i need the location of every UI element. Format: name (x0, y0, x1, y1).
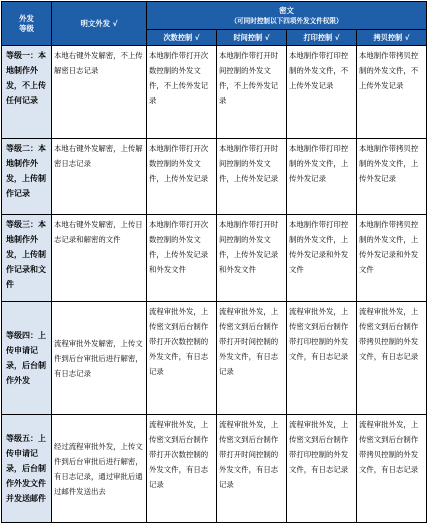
print-cell: 本地制作带打印控制的外发文件，不上传外发记录 (287, 46, 357, 139)
header-plain-outgoing: 明文外发 √ (52, 2, 147, 46)
plain-cell: 流程审批外发解密，上传文件到后台审批后进行解密，有日志记录 (52, 302, 147, 415)
header-count-control: 次数控制 √ (147, 30, 217, 46)
count-cell: 本地制作带打开次数控制的外发文件，不上传外发记录 (147, 46, 217, 139)
header-level: 外发 等级 (2, 2, 52, 46)
outgoing-permission-table-container (1, 1, 426, 522)
copy-cell: 流程审批外发，上传密文到后台制作带拷贝控制的外发文件，有日志记录 (357, 302, 427, 415)
outgoing-permission-table (1, 1, 427, 523)
print-cell: 本地制作带打印控制的外发文件，上传外发记录 (287, 139, 357, 215)
table-row-level-4 (2, 302, 427, 415)
plain-cell: 本地右键外发解密，上传日志记录和解密的文件 (52, 215, 147, 302)
time-cell: 流程审批外发，上传密文到后台制作带打开时间控制的外发文件，有日志记录 (217, 302, 287, 415)
copy-cell: 本地制作带拷贝控制的外发文件，上传外发记录和外发文件 (357, 215, 427, 302)
header-cipher-title: 密文 (279, 5, 294, 15)
copy-cell: 本地制作带拷贝控制的外发文件，上传外发记录 (357, 139, 427, 215)
header-time-control: 时间控制 √ (217, 30, 287, 46)
level-cell: 等级四：上传申请记录，后台制作外发 (2, 302, 52, 415)
level-cell: 等级一：本地制作外发，不上传任何记录 (2, 46, 52, 139)
table-row-level-1 (2, 46, 427, 139)
level-cell: 等级五：上传申请记录，后台制作外发文件并发送邮件 (2, 415, 52, 523)
print-cell: 流程审批外发，上传密文到后台制作带打印控制的外发文件，有日志记录 (287, 302, 357, 415)
copy-cell: 本地制作带拷贝控制的外发文件，不上传外发记录 (357, 46, 427, 139)
header-copy-control: 拷贝控制 √ (357, 30, 427, 46)
count-cell: 流程审批外发，上传密文到后台制作带打开次数控制的外发文件，有日志记录 (147, 302, 217, 415)
header-cipher-group (147, 2, 427, 30)
time-cell: 本地制作带打开时间控制的外发文件，不上传外发记录 (217, 46, 287, 139)
print-cell: 流程审批外发，上传密文到后台制作带打印控制的外发文件，有日志记录 (287, 415, 357, 523)
count-cell: 本地制作带打开次数控制的外发文件，上传外发记录 (147, 139, 217, 215)
print-cell: 本地制作带打印控制的外发文件，上传外发记录和外发文件 (287, 215, 357, 302)
header-print-control: 打印控制 √ (287, 30, 357, 46)
level-cell: 等级二：本地制作外发，上传制作记录 (2, 139, 52, 215)
time-cell: 本地制作带打开时间控制的外发文件，上传外发记录 (217, 139, 287, 215)
plain-cell: 经过流程审批外发，上传文件到后台审批后进行解密，有日志记录，通过审批后通过邮件发送出去 (52, 415, 147, 523)
header-cipher-note: （可同时控制以下四项外发文件权限） (230, 16, 343, 25)
table-row-level-3 (2, 215, 427, 302)
table-row-level-5 (2, 415, 427, 523)
count-cell: 本地制作带打开次数控制的外发文件，上传外发记录和外发文件 (147, 215, 217, 302)
time-cell: 流程审批外发，上传密文到后台制作带打开时间控制的外发文件，有日志记录 (217, 415, 287, 523)
plain-cell: 本地右键外发解密，上传解密日志记录 (52, 139, 147, 215)
copy-cell: 流程审批外发，上传密文到后台制作带拷贝控制的外发文件，有日志记录 (357, 415, 427, 523)
table-row-level-2 (2, 139, 427, 215)
plain-cell: 本地右键外发解密，不上传解密日志记录 (52, 46, 147, 139)
count-cell: 流程审批外发，上传密文到后台制作带打开次数控制的外发文件，有日志记录 (147, 415, 217, 523)
time-cell: 本地制作带打开时间控制的外发文件，上传外发记录和外发文件 (217, 215, 287, 302)
level-cell: 等级三：本地制作外发，上传制作记录和文件 (2, 215, 52, 302)
